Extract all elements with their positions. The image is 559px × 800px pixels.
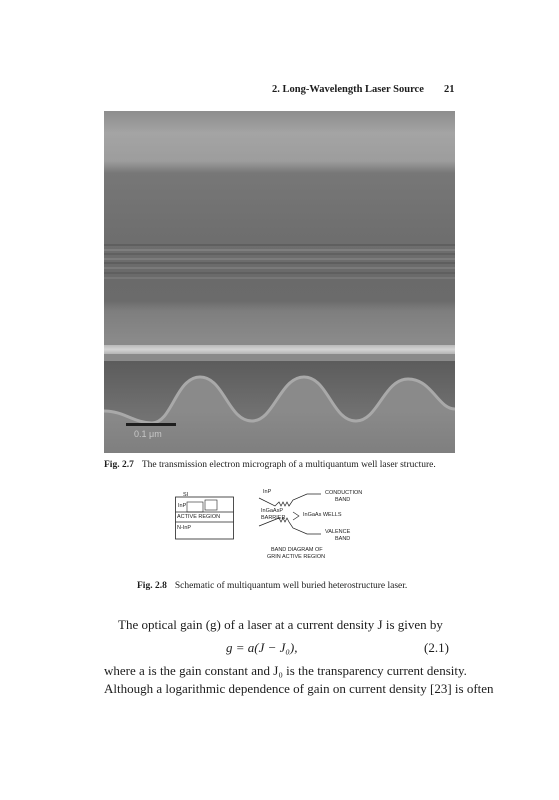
- figure-2-8-label: Fig. 2.8: [137, 581, 167, 591]
- conduction-band-label: CONDUCTION: [325, 490, 363, 496]
- conduction-band-label-2: BAND: [335, 497, 351, 503]
- barrier-label-2: BARRIER: [261, 515, 286, 521]
- figure-2-8-caption: [137, 581, 407, 591]
- page-number: 21: [444, 84, 455, 95]
- running-head: 2. Long-Wavelength Laser Source: [272, 84, 424, 95]
- paragraph-line-2: Although a logarithmic dependence of gain on current density [23] is often: [104, 681, 494, 696]
- figure-2-8-text: Schematic of multiquantum well buried heterostructure laser.: [174, 581, 408, 591]
- figure-2-7-label: Fig. 2.7: [104, 460, 134, 470]
- equation-number: (2.1): [424, 640, 449, 655]
- valence-band-label-2: BAND: [335, 536, 351, 542]
- grating-wave: [104, 361, 455, 453]
- tem-micrograph: [104, 111, 455, 453]
- figure-2-7-caption: [104, 460, 436, 470]
- band-diagram-label-2: GRIN ACTIVE REGION: [267, 554, 326, 560]
- active-region-label: ACTIVE REGION: [177, 514, 221, 520]
- inp-label: InP: [178, 503, 187, 509]
- wells-label: InGaAs WELLS: [303, 512, 342, 518]
- si-label: SI: [183, 492, 189, 498]
- valence-band-label: VALENCE: [325, 529, 351, 535]
- n-inp-label: N-InP: [177, 525, 192, 531]
- paragraph-line-1: where a is the gain constant and J₀ is the transparency current density.: [104, 663, 467, 678]
- band-diagram-label: BAND DIAGRAM OF: [271, 547, 323, 553]
- barrier-label: InGaAsP: [261, 508, 284, 514]
- schematic-figure-2-8: [175, 490, 405, 570]
- inp-top-label: InP: [263, 489, 272, 495]
- equation-2-1: g = a(J − J₀),: [226, 640, 298, 655]
- figure-2-7-text: The transmission electron micrograph of a multiquantum well laser structure.: [141, 460, 436, 470]
- scale-label: 0.1 μm: [134, 429, 162, 439]
- scale-bar: [126, 423, 176, 426]
- paragraph-gain: The optical gain (g) of a laser at a current density J is given by: [118, 617, 443, 632]
